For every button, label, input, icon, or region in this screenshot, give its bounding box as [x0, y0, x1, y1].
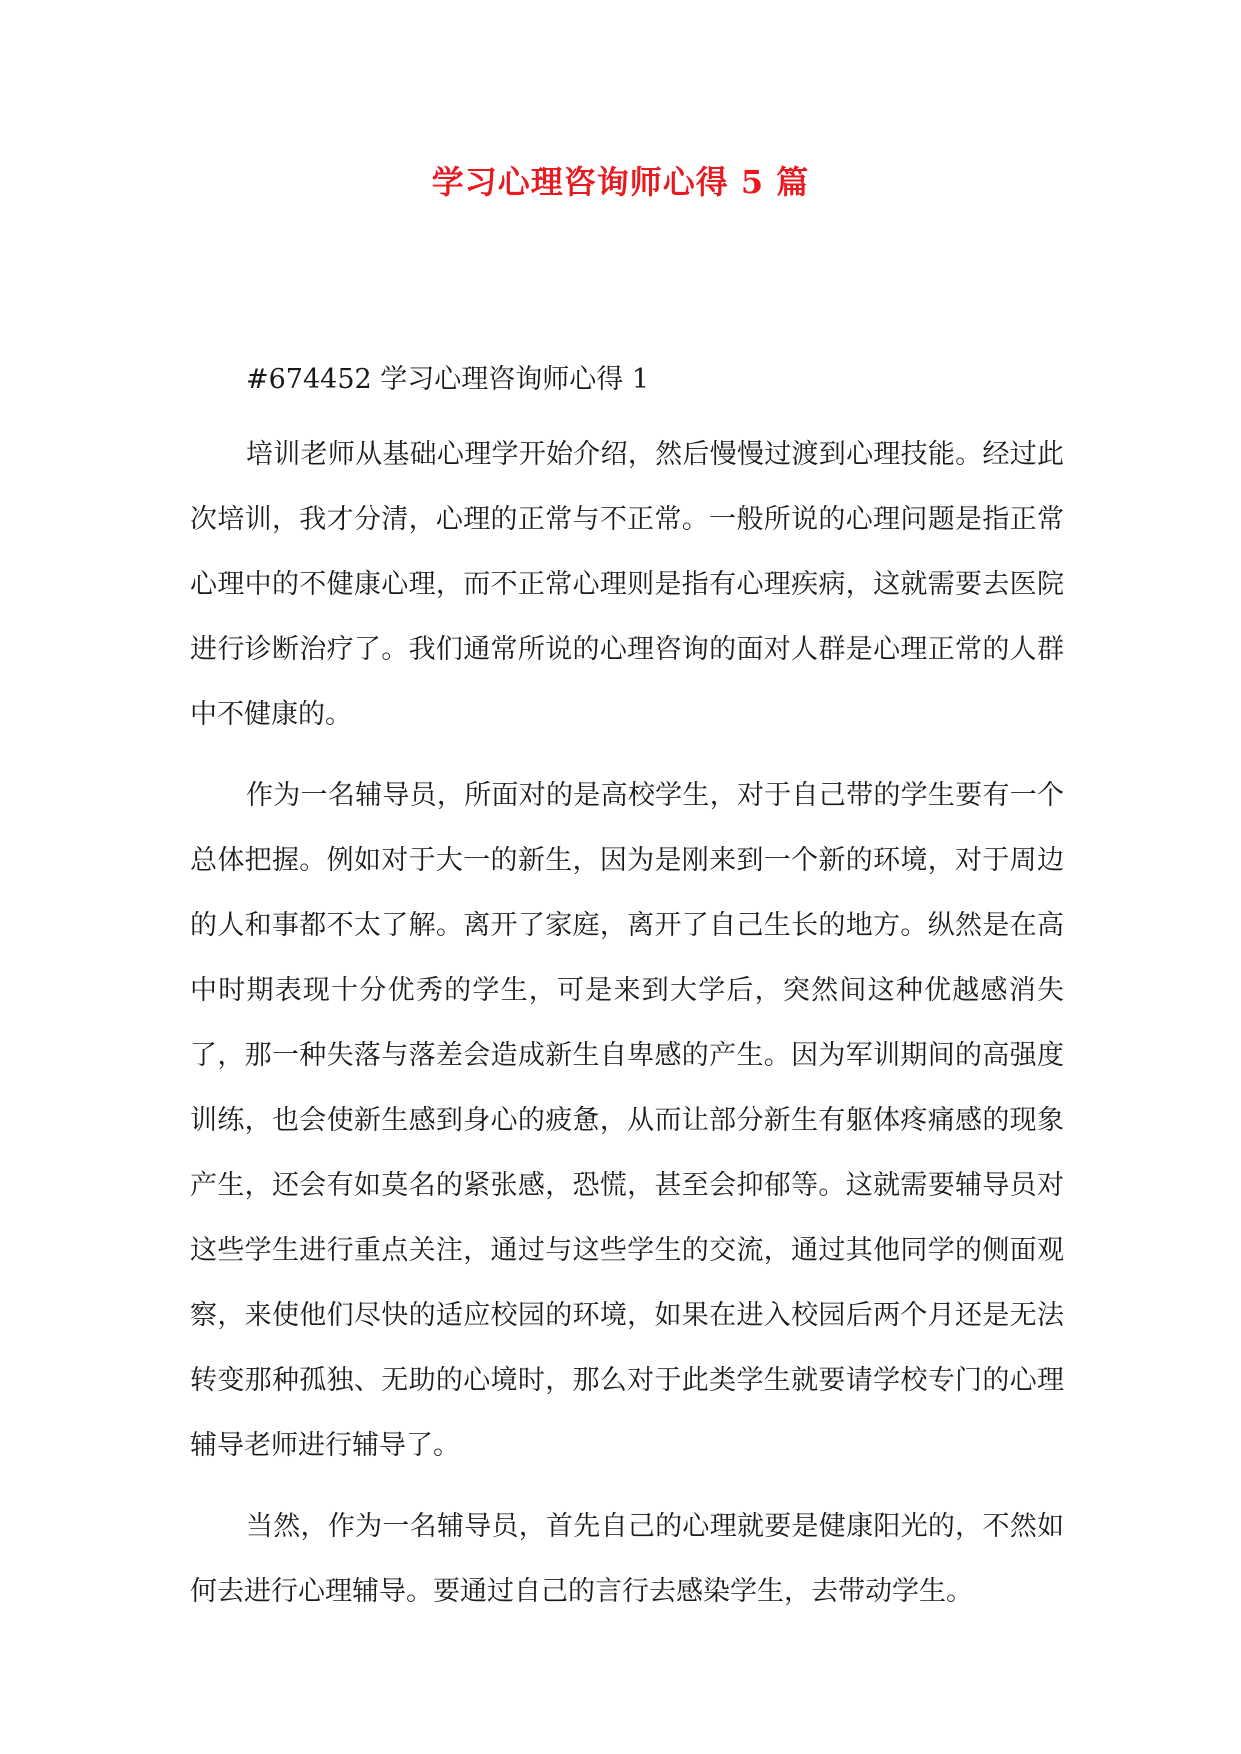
paragraph-3: 当然，作为一名辅导员，首先自己的心理就要是健康阳光的，不然如何去进行心理辅导。要通过自己的言行去感染学生，去带动学生。 — [190, 1511, 1064, 1607]
paragraph-2: 作为一名辅导员，所面对的是高校学生，对于自己带的学生要有一个总体把握。例如对于大一的新生，因为是刚来到一个新的环境，对于周边的人和事都不太了解。离开了家庭，离开了自己生长的地方。纵然是在高中时期表现十分优秀的学生，可是来到大学后，突然间这种优越感消失了，那一种失落与落差会造成新生自卑感的产生。因为军训期间的高强度训练，也会使新生感到身心的疲惫，从而让部分新生有躯体疼痛感的现象产生，还会有如莫名的紧张感，恐慌，甚至会抑郁等。这就需要辅导员对这些学生进行重点关注，通过与这些学生的交流，通过其他同学的侧面观察，来使他们尽快的适应校园的环境，如果在进入校园后两个月还是无法转变那种孤独、无助的心境时，那么对于此类学生就要请学校专门的心理辅导老师进行辅导了。 — [190, 780, 1064, 1461]
document-title: 学习心理咨询师心得 5 篇 — [431, 163, 810, 201]
section-heading: #674452 学习心理咨询师心得 1 — [246, 364, 650, 395]
paragraph-1: 培训老师从基础心理学开始介绍，然后慢慢过渡到心理技能。经过此次培训，我才分清，心理的正常与不正常。一般所说的心理问题是指正常心理中的不健康心理，而不正常心理则是指有心理疾病，这就需要去医院进行诊断治疗了。我们通常所说的心理咨询的面对人群是心理正常的人群中不健康的。 — [190, 439, 1064, 730]
document-body — [190, 356, 1064, 1640]
